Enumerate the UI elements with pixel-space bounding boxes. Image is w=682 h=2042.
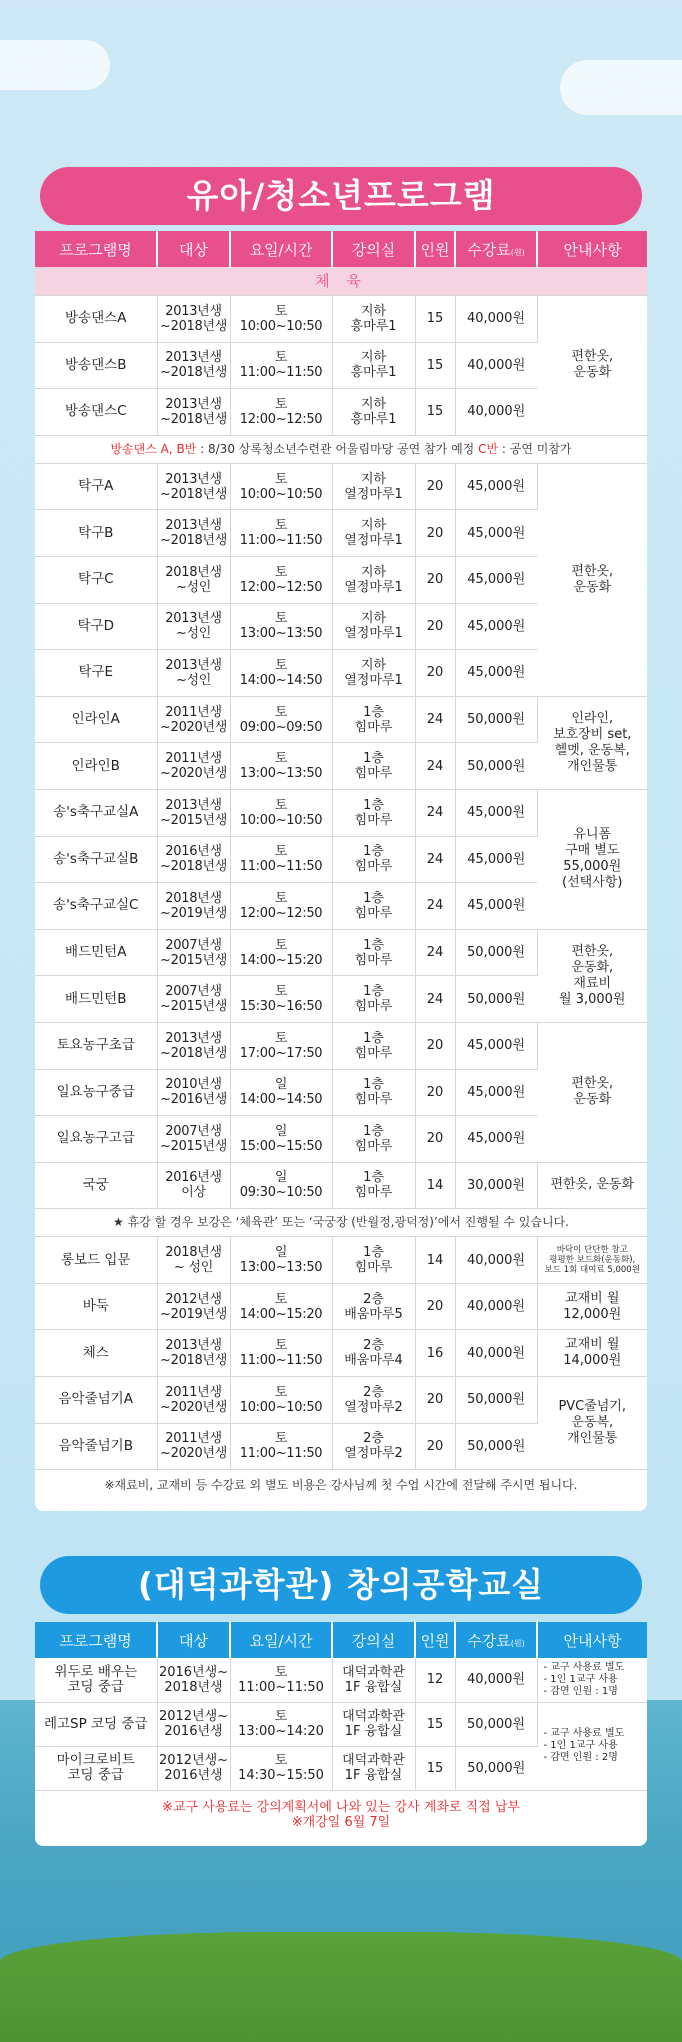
target-cell: 2012년생 ~2019년생 bbox=[157, 1283, 230, 1330]
room-cell: 1층 힘마루 bbox=[332, 1116, 415, 1163]
category-row bbox=[35, 267, 647, 296]
fee-cell: 45,000원 bbox=[455, 603, 537, 650]
target-cell: 2016년생 ~2018년생 bbox=[157, 836, 230, 883]
grass-background bbox=[0, 1932, 682, 2042]
room-cell: 1층 힘마루 bbox=[332, 836, 415, 883]
room-cell: 지하 열정마루1 bbox=[332, 510, 415, 557]
target-cell: 2013년생 ~2018년생 bbox=[157, 510, 230, 557]
room-cell: 2층 열정마루2 bbox=[332, 1423, 415, 1470]
room-cell: 1층 힘마루 bbox=[332, 1069, 415, 1116]
schedule-cell: 토 09:00~09:50 bbox=[230, 696, 332, 743]
target-cell: 2011년생 ~2020년생 bbox=[157, 1423, 230, 1470]
schedule-cell: 토 11:00~11:50 bbox=[230, 1330, 332, 1377]
target-cell: 2016년생~ 2018년생 bbox=[157, 1658, 230, 1702]
science-section-title: (대덕과학관) 창의공학교실 bbox=[40, 1556, 642, 1614]
capacity-cell: 12 bbox=[415, 1658, 455, 1702]
holiday-note-row bbox=[35, 1209, 647, 1237]
target-cell: 2012년생~ 2016년생 bbox=[157, 1746, 230, 1790]
schedule-cell: 토 11:00~11:50 bbox=[230, 342, 332, 389]
program-name: 탁구B bbox=[35, 510, 157, 557]
table-row bbox=[35, 1283, 647, 1330]
room-cell: 1층 힘마루 bbox=[332, 1237, 415, 1284]
room-cell: 지하 열정마루1 bbox=[332, 556, 415, 603]
fee-cell: 45,000원 bbox=[455, 883, 537, 930]
cloud-decoration bbox=[560, 60, 682, 115]
fee-cell: 50,000원 bbox=[455, 743, 537, 790]
schedule-cell: 토 14:00~15:20 bbox=[230, 929, 332, 976]
table-row bbox=[35, 929, 647, 976]
info-cell: 인라인, 보호장비 set, 헬멧, 운동복, 개인물통 bbox=[537, 696, 647, 789]
room-cell: 1층 힘마루 bbox=[332, 1022, 415, 1069]
fee-cell: 45,000원 bbox=[455, 510, 537, 557]
room-cell: 지하 흥마루1 bbox=[332, 342, 415, 389]
table-row bbox=[35, 1658, 647, 1702]
program-name: 탁구C bbox=[35, 556, 157, 603]
schedule-cell: 토 13:00~13:50 bbox=[230, 743, 332, 790]
fee-cell: 40,000원 bbox=[455, 1658, 537, 1702]
fee-cell: 45,000원 bbox=[455, 1116, 537, 1163]
room-cell: 2층 배움마루4 bbox=[332, 1330, 415, 1377]
fee-cell: 50,000원 bbox=[455, 976, 537, 1023]
room-cell: 1층 힘마루 bbox=[332, 696, 415, 743]
capacity-cell: 20 bbox=[415, 1423, 455, 1470]
schedule-cell: 토 14:30~15:50 bbox=[230, 1746, 332, 1790]
capacity-cell: 20 bbox=[415, 603, 455, 650]
header-schedule: 요일/시간 bbox=[230, 231, 332, 267]
room-cell: 지하 흥마루1 bbox=[332, 296, 415, 343]
program-name: 레고SP 코딩 중급 bbox=[35, 1702, 157, 1746]
target-cell: 2013년생 ~2018년생 bbox=[157, 1330, 230, 1377]
target-cell: 2013년생 ~2018년생 bbox=[157, 389, 230, 436]
target-cell: 2011년생 ~2020년생 bbox=[157, 696, 230, 743]
target-cell: 2018년생 ~성인 bbox=[157, 556, 230, 603]
schedule-cell: 토 14:00~15:20 bbox=[230, 1283, 332, 1330]
capacity-cell: 24 bbox=[415, 789, 455, 836]
header-capacity: 인원 bbox=[415, 231, 455, 267]
cloud-decoration bbox=[0, 40, 110, 90]
table-row bbox=[35, 463, 647, 510]
header-target: 대상 bbox=[157, 231, 230, 267]
target-cell: 2018년생 ~2019년생 bbox=[157, 883, 230, 930]
schedule-cell: 토 13:00~14:20 bbox=[230, 1702, 332, 1746]
capacity-cell: 16 bbox=[415, 1330, 455, 1377]
fee-cell: 40,000원 bbox=[455, 1330, 537, 1377]
fee-cell: 40,000원 bbox=[455, 342, 537, 389]
program-name: 방송댄스C bbox=[35, 389, 157, 436]
fee-cell: 45,000원 bbox=[455, 463, 537, 510]
fee-cell: 50,000원 bbox=[455, 929, 537, 976]
capacity-cell: 15 bbox=[415, 1702, 455, 1746]
capacity-cell: 15 bbox=[415, 1746, 455, 1790]
fee-cell: 40,000원 bbox=[455, 296, 537, 343]
room-cell: 1층 힘마루 bbox=[332, 789, 415, 836]
room-cell: 1층 힘마루 bbox=[332, 929, 415, 976]
target-cell: 2011년생 ~2020년생 bbox=[157, 743, 230, 790]
dance-note: 방송댄스 A, B반 : 8/30 상록청소년수련관 어울림마당 공연 참가 예정 C반 : 공연 미참가 bbox=[35, 435, 647, 463]
capacity-cell: 20 bbox=[415, 1377, 455, 1424]
header-program-name: 프로그램명 bbox=[35, 231, 157, 267]
target-cell: 2013년생 ~2015년생 bbox=[157, 789, 230, 836]
program-name: 롱보드 입문 bbox=[35, 1237, 157, 1284]
info-cell: 교재비 월 12,000원 bbox=[537, 1283, 647, 1330]
capacity-cell: 24 bbox=[415, 929, 455, 976]
target-cell: 2012년생~ 2016년생 bbox=[157, 1702, 230, 1746]
target-cell: 2013년생 ~2018년생 bbox=[157, 463, 230, 510]
info-cell: 편한옷, 운동화 bbox=[537, 296, 647, 436]
program-name: 탁구D bbox=[35, 603, 157, 650]
program-name: 인라인B bbox=[35, 743, 157, 790]
program-name: 마이크로비트 코딩 중급 bbox=[35, 1746, 157, 1790]
target-cell: 2007년생 ~2015년생 bbox=[157, 929, 230, 976]
info-cell: 편한옷, 운동화 bbox=[537, 1162, 647, 1209]
target-cell: 2011년생 ~2020년생 bbox=[157, 1377, 230, 1424]
program-name: 송's축구교실A bbox=[35, 789, 157, 836]
room-cell: 대덕과학관 1F 융합실 bbox=[332, 1658, 415, 1702]
fee-cell: 45,000원 bbox=[455, 650, 537, 697]
header-info: 안내사항 bbox=[537, 231, 647, 267]
fee-cell: 40,000원 bbox=[455, 1237, 537, 1284]
target-cell: 2007년생 ~2015년생 bbox=[157, 1116, 230, 1163]
header-fee: 수강료(원) bbox=[455, 231, 537, 267]
schedule-cell: 토 11:00~11:50 bbox=[230, 1423, 332, 1470]
room-cell: 대덕과학관 1F 융합실 bbox=[332, 1702, 415, 1746]
room-cell: 대덕과학관 1F 융합실 bbox=[332, 1746, 415, 1790]
fee-cell: 50,000원 bbox=[455, 1377, 537, 1424]
fee-cell: 50,000원 bbox=[455, 1702, 537, 1746]
capacity-cell: 20 bbox=[415, 1116, 455, 1163]
info-cell: 편한옷, 운동화 bbox=[537, 463, 647, 696]
dance-note-row bbox=[35, 435, 647, 463]
fee-cell: 40,000원 bbox=[455, 389, 537, 436]
capacity-cell: 24 bbox=[415, 836, 455, 883]
schedule-cell: 토 15:30~16:50 bbox=[230, 976, 332, 1023]
schedule-cell: 토 13:00~13:50 bbox=[230, 603, 332, 650]
program-name: 탁구A bbox=[35, 463, 157, 510]
room-cell: 1층 힘마루 bbox=[332, 883, 415, 930]
capacity-cell: 20 bbox=[415, 650, 455, 697]
schedule-cell: 토 12:00~12:50 bbox=[230, 556, 332, 603]
program-name: 배드민턴B bbox=[35, 976, 157, 1023]
capacity-cell: 15 bbox=[415, 296, 455, 343]
capacity-cell: 24 bbox=[415, 976, 455, 1023]
schedule-cell: 토 11:00~11:50 bbox=[230, 836, 332, 883]
fee-cell: 45,000원 bbox=[455, 1022, 537, 1069]
info-cell: 유니폼 구매 별도 55,000원 (선택사항) bbox=[537, 789, 647, 929]
fee-cell: 45,000원 bbox=[455, 1069, 537, 1116]
target-cell: 2013년생 ~성인 bbox=[157, 650, 230, 697]
program-name: 일요농구고급 bbox=[35, 1116, 157, 1163]
room-cell: 2층 배움마루5 bbox=[332, 1283, 415, 1330]
target-cell: 2018년생 ~ 성인 bbox=[157, 1237, 230, 1284]
schedule-cell: 토 10:00~10:50 bbox=[230, 296, 332, 343]
capacity-cell: 14 bbox=[415, 1162, 455, 1209]
room-cell: 지하 흥마루1 bbox=[332, 389, 415, 436]
program-name: 토요농구초급 bbox=[35, 1022, 157, 1069]
schedule-cell: 일 13:00~13:50 bbox=[230, 1237, 332, 1284]
header-schedule: 요일/시간 bbox=[230, 1622, 332, 1658]
room-cell: 1층 힘마루 bbox=[332, 743, 415, 790]
capacity-cell: 20 bbox=[415, 1022, 455, 1069]
fee-cell: 30,000원 bbox=[455, 1162, 537, 1209]
schedule-cell: 토 11:00~11:50 bbox=[230, 510, 332, 557]
fee-cell: 50,000원 bbox=[455, 1746, 537, 1790]
schedule-cell: 토 17:00~17:50 bbox=[230, 1022, 332, 1069]
program-name: 방송댄스B bbox=[35, 342, 157, 389]
program-name: 배드민턴A bbox=[35, 929, 157, 976]
capacity-cell: 15 bbox=[415, 389, 455, 436]
capacity-cell: 20 bbox=[415, 1069, 455, 1116]
table-row bbox=[35, 1237, 647, 1284]
schedule-cell: 일 09:30~10:50 bbox=[230, 1162, 332, 1209]
fee-cell: 45,000원 bbox=[455, 556, 537, 603]
info-cell: 바닥이 단단한 창고 평평한 보드화(운동화), 보드 1회 대여료 5,000원 bbox=[537, 1237, 647, 1284]
room-cell: 지하 열정마루1 bbox=[332, 603, 415, 650]
capacity-cell: 20 bbox=[415, 556, 455, 603]
capacity-cell: 15 bbox=[415, 342, 455, 389]
schedule-cell: 토 10:00~10:50 bbox=[230, 463, 332, 510]
capacity-cell: 14 bbox=[415, 1237, 455, 1284]
schedule-cell: 토 10:00~10:50 bbox=[230, 789, 332, 836]
info-cell: - 교구 사용료 별도 - 1인 1교구 사용 - 감면 인원 : 1명 bbox=[537, 1658, 647, 1702]
footer-note-row bbox=[35, 1470, 647, 1501]
footer-note-row bbox=[35, 1790, 647, 1839]
capacity-cell: 20 bbox=[415, 510, 455, 557]
capacity-cell: 20 bbox=[415, 1283, 455, 1330]
capacity-cell: 24 bbox=[415, 696, 455, 743]
schedule-cell: 일 15:00~15:50 bbox=[230, 1116, 332, 1163]
fee-cell: 40,000원 bbox=[455, 1283, 537, 1330]
program-name: 탁구E bbox=[35, 650, 157, 697]
info-cell: - 교구 사용료 별도 - 1인 1교구 사용 - 감면 인원 : 2명 bbox=[537, 1702, 647, 1790]
info-cell: 편한옷, 운동화 bbox=[537, 1022, 647, 1162]
target-cell: 2013년생 ~성인 bbox=[157, 603, 230, 650]
holiday-note: ★ 휴강 할 경우 보강은 ‘체육관’ 또는 ‘국궁장 (반월정,광덕정)’에서 진행될 수 있습니다. bbox=[35, 1209, 647, 1237]
target-cell: 2013년생 ~2018년생 bbox=[157, 342, 230, 389]
table-row bbox=[35, 1702, 647, 1746]
schedule-cell: 토 10:00~10:50 bbox=[230, 1377, 332, 1424]
header-target: 대상 bbox=[157, 1622, 230, 1658]
capacity-cell: 20 bbox=[415, 463, 455, 510]
fee-cell: 50,000원 bbox=[455, 1423, 537, 1470]
target-cell: 2007년생 ~2015년생 bbox=[157, 976, 230, 1023]
schedule-cell: 토 12:00~12:50 bbox=[230, 883, 332, 930]
table-row bbox=[35, 789, 647, 836]
table-row bbox=[35, 696, 647, 743]
program-name: 국궁 bbox=[35, 1162, 157, 1209]
target-cell: 2013년생 ~2018년생 bbox=[157, 1022, 230, 1069]
schedule-cell: 토 11:00~11:50 bbox=[230, 1658, 332, 1702]
fee-cell: 45,000원 bbox=[455, 836, 537, 883]
footer-note: ※재료비, 교재비 등 수강료 외 별도 비용은 강사님께 첫 수업 시간에 전달해 주시면 됩니다. bbox=[104, 1477, 578, 1492]
target-cell: 2013년생 ~2018년생 bbox=[157, 296, 230, 343]
fee-cell: 50,000원 bbox=[455, 696, 537, 743]
program-name: 위두로 배우는 코딩 중급 bbox=[35, 1658, 157, 1702]
program-name: 인라인A bbox=[35, 696, 157, 743]
info-cell: 편한옷, 운동화, 재료비 월 3,000원 bbox=[537, 929, 647, 1022]
header-room: 강의실 bbox=[332, 231, 415, 267]
table-row bbox=[35, 296, 647, 343]
program-name: 송's축구교실B bbox=[35, 836, 157, 883]
header-fee: 수강료(원) bbox=[455, 1622, 537, 1658]
table-row bbox=[35, 1330, 647, 1377]
capacity-cell: 24 bbox=[415, 743, 455, 790]
fee-cell: 45,000원 bbox=[455, 789, 537, 836]
room-cell: 1층 힘마루 bbox=[332, 1162, 415, 1209]
info-cell: 교재비 월 14,000원 bbox=[537, 1330, 647, 1377]
footer-note: ※교구 사용료는 강의계획서에 나와 있는 강사 계좌로 직접 납부 ※개강일 6월 7일 bbox=[162, 1799, 520, 1830]
category-label: 체 육 bbox=[35, 267, 647, 296]
program-name: 일요농구중급 bbox=[35, 1069, 157, 1116]
header-room: 강의실 bbox=[332, 1622, 415, 1658]
room-cell: 1층 힘마루 bbox=[332, 976, 415, 1023]
program-name: 방송댄스A bbox=[35, 296, 157, 343]
program-name: 음악줄넘기B bbox=[35, 1423, 157, 1470]
target-cell: 2016년생 이상 bbox=[157, 1162, 230, 1209]
schedule-cell: 토 14:00~14:50 bbox=[230, 650, 332, 697]
header-info: 안내사항 bbox=[537, 1622, 647, 1658]
capacity-cell: 24 bbox=[415, 883, 455, 930]
science-program-table bbox=[35, 1622, 647, 1846]
room-cell: 지하 열정마루1 bbox=[332, 650, 415, 697]
program-name: 송's축구교실C bbox=[35, 883, 157, 930]
header-program-name: 프로그램명 bbox=[35, 1622, 157, 1658]
target-cell: 2010년생 ~2016년생 bbox=[157, 1069, 230, 1116]
program-name: 체스 bbox=[35, 1330, 157, 1377]
room-cell: 지하 열정마루1 bbox=[332, 463, 415, 510]
table-row bbox=[35, 1162, 647, 1209]
program-name: 바둑 bbox=[35, 1283, 157, 1330]
table-row bbox=[35, 1022, 647, 1069]
schedule-cell: 토 12:00~12:50 bbox=[230, 389, 332, 436]
youth-section-title: 유아/청소년프로그램 bbox=[40, 167, 642, 225]
room-cell: 2층 열정마루2 bbox=[332, 1377, 415, 1424]
schedule-cell: 일 14:00~14:50 bbox=[230, 1069, 332, 1116]
table-row bbox=[35, 1377, 647, 1424]
program-name: 음악줄넘기A bbox=[35, 1377, 157, 1424]
header-capacity: 인원 bbox=[415, 1622, 455, 1658]
youth-program-table bbox=[35, 231, 647, 1511]
info-cell: PVC줄넘기, 운동복, 개인물통 bbox=[537, 1377, 647, 1470]
